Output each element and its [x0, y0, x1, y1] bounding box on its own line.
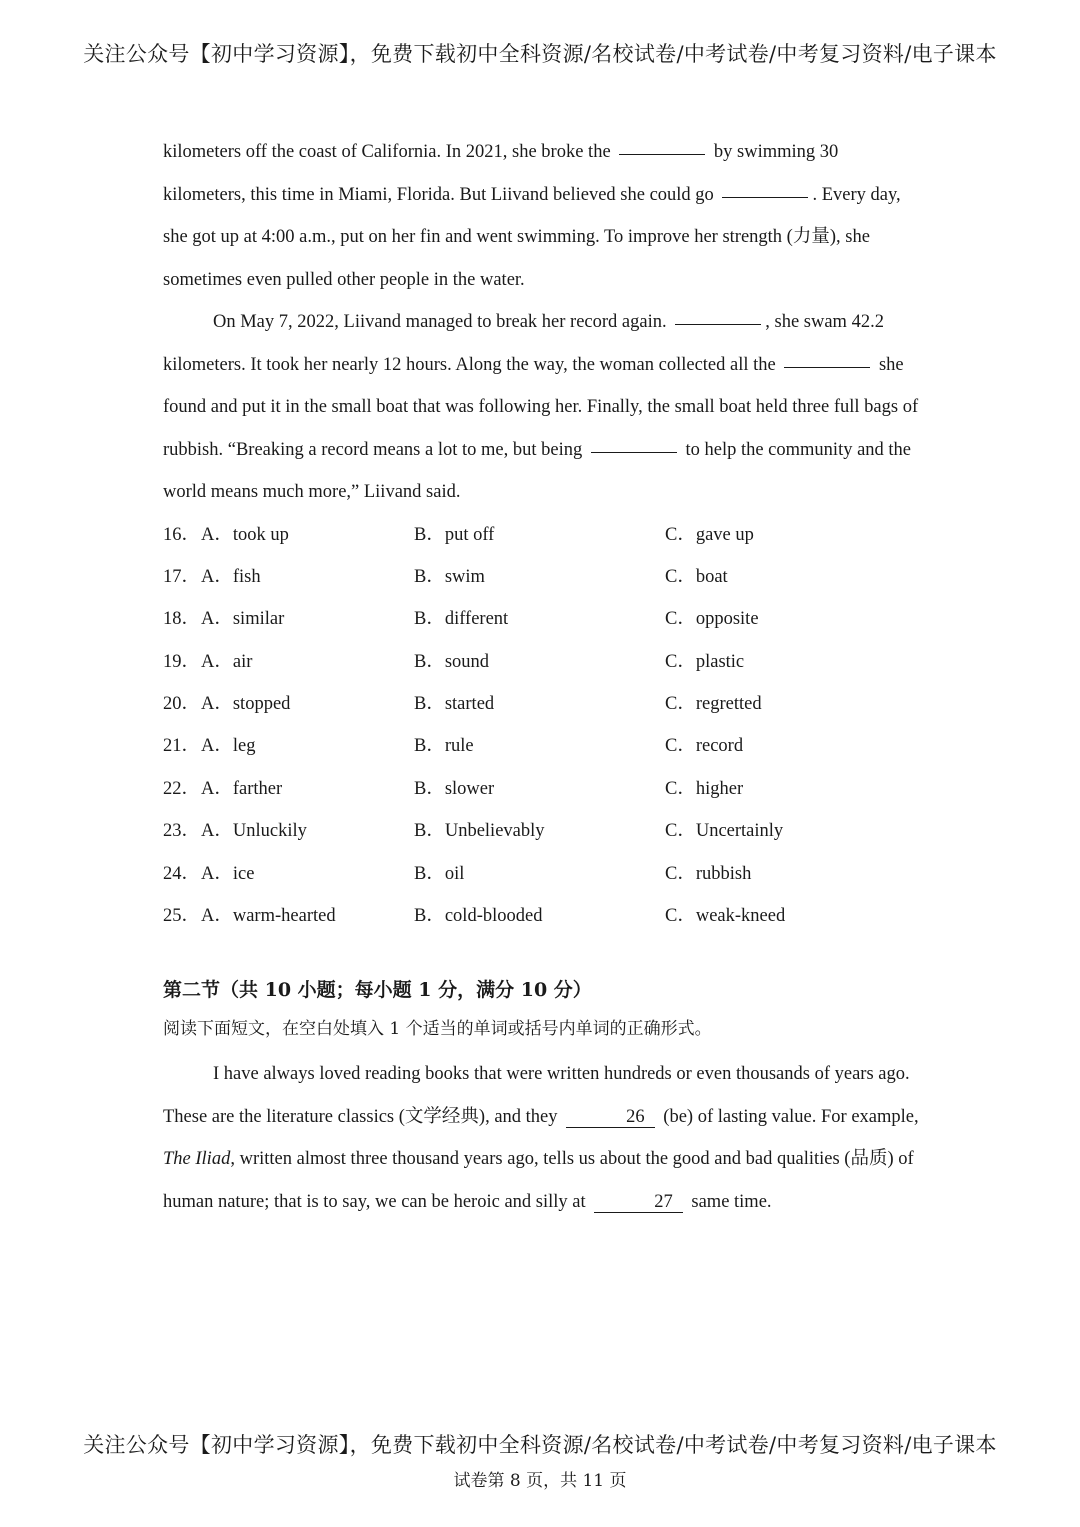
question-number: 23．	[163, 821, 201, 842]
answer-blank-27: 27	[594, 1192, 683, 1213]
passage-text: same time.	[691, 1191, 772, 1212]
question-row	[163, 556, 923, 598]
question-number: 21．	[163, 736, 201, 757]
passage1-paragraph2	[163, 301, 923, 514]
question-number: 20．	[163, 694, 201, 715]
passage2-paragraph1	[163, 1053, 923, 1223]
question-number: 22．	[163, 778, 201, 799]
option-c: C．record	[665, 736, 744, 757]
question-row	[163, 683, 923, 725]
option-b: B．rule	[414, 736, 474, 757]
question-row	[163, 725, 923, 767]
option-b: B．sound	[414, 651, 490, 672]
passage-text: to help the community and the world means much more,” Liivand said.	[163, 439, 912, 502]
option-b: B．swim	[414, 566, 485, 587]
header-banner: 关注公众号【初中学习资源】，免费下载初中全科资源/名校试卷/中考试卷/中考复习资料/电子课本	[83, 42, 997, 66]
answer-blank	[784, 366, 870, 368]
option-a: A．warm-hearted	[201, 906, 336, 927]
passage-text: by swimming 30 kilometers, this time in Miami, Florida. But Liivand believed she could go	[163, 142, 839, 205]
question-row	[163, 895, 923, 937]
answer-blank	[591, 451, 677, 453]
option-a: A．Unluckily	[201, 821, 307, 842]
question-row	[163, 514, 923, 556]
option-b: B．slower	[414, 778, 495, 799]
option-a: A．took up	[201, 524, 289, 545]
answer-blank-26: 26	[566, 1107, 655, 1128]
answer-blank	[619, 153, 705, 155]
passage1-paragraph1	[163, 131, 923, 301]
option-c: C．opposite	[665, 609, 759, 630]
passage-text: (be) of lasting value. For example,	[663, 1106, 919, 1127]
option-c: C．boat	[665, 566, 728, 587]
passage-text: On May 7, 2022, Liivand managed to break her record again.	[213, 312, 667, 332]
option-c: C．gave up	[665, 524, 754, 545]
option-a: A．ice	[201, 863, 255, 884]
question-number: 16．	[163, 524, 201, 545]
option-a: A．farther	[201, 778, 283, 799]
option-b: B．Unbelievably	[414, 821, 545, 842]
option-a: A．fish	[201, 566, 261, 587]
question-number: 24．	[163, 863, 201, 884]
page-number: 试卷第 8 页，共 11 页	[453, 1471, 627, 1491]
section-title: 第二节（共 10 小题；每小题 1 分，满分 10 分）	[163, 979, 592, 1002]
question-list	[163, 514, 923, 938]
footer-banner: 关注公众号【初中学习资源】，免费下载初中全科资源/名校试卷/中考试卷/中考复习资料/电子课本	[83, 1433, 997, 1457]
question-number: 17．	[163, 566, 201, 587]
answer-blank	[722, 196, 808, 198]
option-a: A．air	[201, 651, 253, 672]
question-number: 18．	[163, 609, 201, 630]
page-content	[163, 131, 923, 1223]
passage-text: , she swam 42.2 kilometers. It took her nearly 12 hours. Along the way, the woman collected all the	[163, 312, 884, 375]
option-c: C．plastic	[665, 651, 745, 672]
passage-text: she found and put it in the small boat that was following her. Finally, the small boat held three full bags of rubbish. “Breaking a record means a lot to me, but being	[163, 354, 919, 460]
option-b: B．oil	[414, 863, 465, 884]
answer-blank	[675, 323, 761, 325]
option-a: A．stopped	[201, 694, 291, 715]
option-c: C．weak-kneed	[665, 906, 786, 927]
question-number: 19．	[163, 651, 201, 672]
option-b: B．cold-blooded	[414, 906, 543, 927]
passage-text: kilometers off the coast of California. In 2021, she broke the	[163, 142, 611, 162]
option-a: A．leg	[201, 736, 256, 757]
option-c: C．regretted	[665, 694, 762, 715]
question-row	[163, 810, 923, 852]
question-row	[163, 641, 923, 683]
book-title: The Iliad	[163, 1149, 231, 1170]
question-number: 25．	[163, 906, 201, 927]
question-row	[163, 768, 923, 810]
option-b: B．put off	[414, 524, 495, 545]
question-row	[163, 598, 923, 640]
option-c: C．Uncertainly	[665, 821, 784, 842]
passage-text: . Every day, she got up at 4:00 a.m., put on her fin and went swimming. To improve her strength (力量), she sometimes even pulled other people in the water.	[163, 184, 901, 290]
option-a: A．similar	[201, 609, 285, 630]
section-instruction: 阅读下面短文，在空白处填入 1 个适当的单词或括号内单词的正确形式。	[163, 1019, 712, 1040]
option-c: C．rubbish	[665, 863, 752, 884]
option-b: B．started	[414, 694, 495, 715]
passage-text: I have always loved reading books that were written hundreds or even thousands of years ago. These are the literature classics (文学经典), and they	[163, 1064, 910, 1127]
option-c: C．higher	[665, 778, 744, 799]
question-row	[163, 853, 923, 895]
passage-text: , written almost three thousand years ago, tells us about the good and bad qualities (品质) of human nature; that is to say, we can be heroic and silly at	[163, 1149, 914, 1212]
option-b: B．different	[414, 609, 509, 630]
